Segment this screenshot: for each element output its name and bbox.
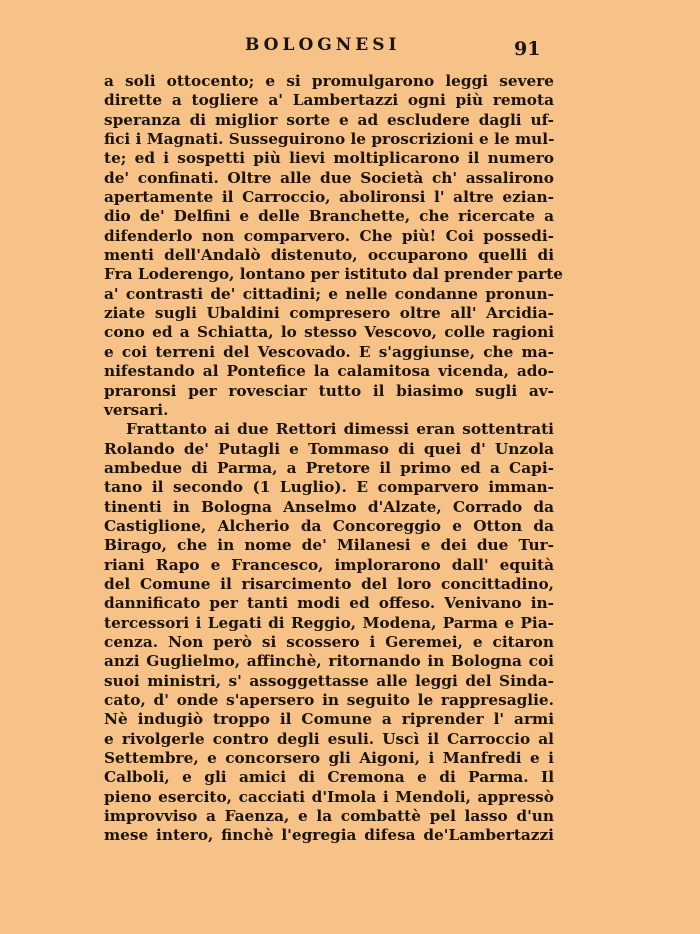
text-line: difenderlo non comparvero. Che più! Coi possedi- — [104, 226, 554, 245]
text-line: ambedue di Parma, a Pretore il primo ed a Capi- — [104, 458, 554, 477]
text-line: nifestando al Pontefice la calamitosa vicenda, ado- — [104, 362, 554, 381]
text-line: dirette a togliere a' Lambertazzi ogni più remota — [104, 91, 554, 110]
text-line: apertamente il Carroccio, abolironsi l' altre ezian- — [104, 188, 554, 207]
text-line: Settembre, e concorsero gli Aigoni, i Manfredi e i — [104, 749, 554, 768]
text-line: pieno esercito, cacciati d'Imola i Mendoli, appressò — [104, 787, 554, 806]
page-number: 91 — [514, 38, 541, 60]
text-line: tano il secondo (1 Luglio). E comparvero imman- — [104, 478, 554, 497]
text-line: mese intero, finchè l'egregia difesa de'Lambertazzi — [104, 826, 554, 845]
text-line: menti dell'Andalò distenuto, occuparono quelli di — [104, 246, 554, 265]
text-line: speranza di miglior sorte e ad escludere dagli uf- — [104, 110, 554, 129]
text-line: a' contrasti de' cittadini; e nelle condanne pronun- — [104, 284, 554, 303]
text-line: del Comune il risarcimento del loro concittadino, — [104, 574, 554, 593]
text-line: cono ed a Schiatta, lo stesso Vescovo, colle ragioni — [104, 323, 554, 342]
paragraph-end-line: versari. — [104, 400, 169, 419]
text-line: anzi Guglielmo, affinchè, ritornando in Bologna coi — [104, 652, 554, 671]
text-line: tinenti in Bologna Anselmo d'Alzate, Corrado da — [104, 497, 554, 516]
body-text — [104, 72, 564, 846]
text-line: fici i Magnati. Susseguirono le proscrizioni e le mul- — [104, 130, 555, 149]
text-line: improvviso a Faenza, e la combattè pel lasso d'un — [104, 807, 554, 826]
text-line: riani Rapo e Francesco, implorarono dall' equità — [104, 555, 554, 574]
text-line: tercessori i Legati di Reggio, Modena, Parma e Pia- — [104, 613, 554, 632]
text-line: dannificato per tanti modi ed offeso. Venivano in- — [104, 594, 554, 613]
text-line: cenza. Non però si scossero i Geremei, e citaron — [104, 632, 554, 651]
text-line: Rolando de' Putagli e Tommaso di quei d' Unzola — [104, 439, 554, 458]
text-line: e coi terreni del Vescovado. E s'aggiunse, che ma- — [104, 342, 554, 361]
text-line: praronsi per rovesciar tutto il biasimo sugli av- — [104, 381, 554, 400]
text-line: te; ed i sospetti più lievi moltiplicarono il numero — [104, 149, 554, 168]
text-line: suoi ministri, s' assoggettasse alle leggi del Sinda- — [104, 671, 554, 690]
text-line: Castiglione, Alcherio da Concoreggio e Otton da — [104, 516, 554, 535]
paragraph-start-line: Frattanto ai due Rettori dimessi eran sottentrati — [126, 420, 554, 439]
text-line: Nè indugiò troppo il Comune a riprender l' armi — [104, 710, 554, 729]
text-line: Calboli, e gli amici di Cremona e di Parma. Il — [104, 768, 554, 787]
text-line: Birago, che in nome de' Milanesi e dei due Tur- — [104, 536, 554, 555]
text-line: ziate sugli Ubaldini compresero oltre all' Arcidia- — [104, 304, 554, 323]
text-line: a soli ottocento; e si promulgarono leggi severe — [104, 72, 554, 90]
text-line: e rivolgerle contro degli esuli. Uscì il Carroccio al — [104, 729, 554, 748]
text-line: cato, d' onde s'apersero in seguito le rappresaglie. — [104, 691, 554, 709]
running-title: BOLOGNESI — [245, 35, 401, 55]
text-line: dio de' Delfini e delle Branchette, che ricercate a — [104, 207, 554, 226]
text-line: Fra Loderengo, lontano per istituto dal prender parte — [104, 265, 564, 284]
text-line: de' confinati. Oltre alle due Società ch' assalirono — [104, 168, 554, 187]
